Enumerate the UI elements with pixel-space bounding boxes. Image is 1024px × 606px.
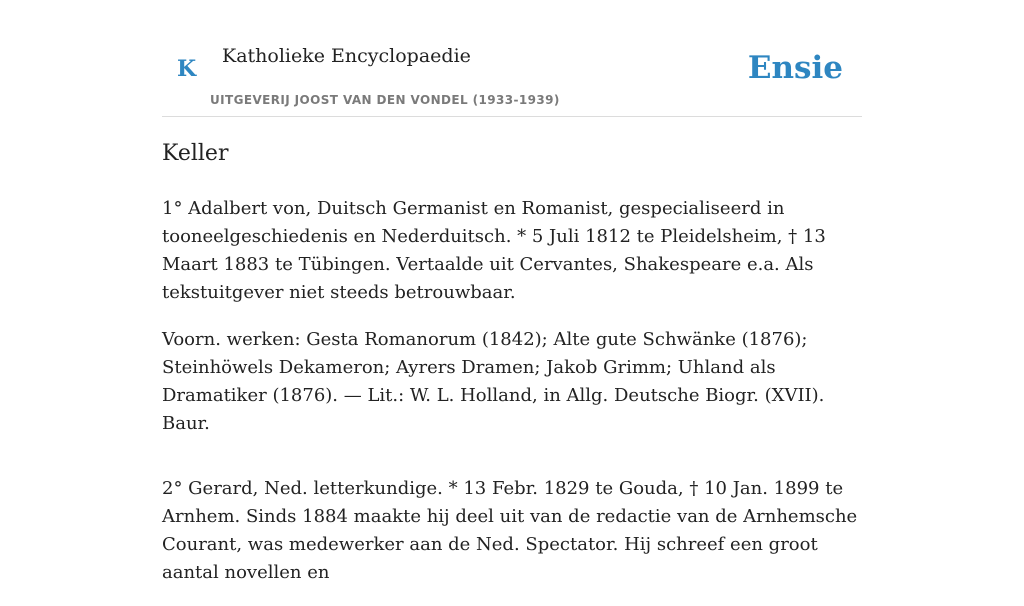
site-title[interactable]: Katholieke Encyclopaedie — [222, 45, 471, 67]
article-paragraph: Voorn. werken: Gesta Romanorum (1842); Alte gute Schwänke (1876); Steinhöwels Dekameron; Ayrers Dramen; Jakob Grimm; Uhland als Dramatiker (1876). — Lit.: W. L. Holland, in Allg. Deutsche Biogr. (XVII). Baur. — [162, 329, 825, 434]
article-paragraph: 2° Gerard, Ned. letterkundige. * 13 Febr. 1829 te Gouda, † 10 Jan. 1899 te Arnhem. Sinds 1884 maakte hij deel uit van de redactie van de Arnhemsche Courant, was medewerker aan de Ned. Spectator. Hij schreef een groot aantal novellen en — [162, 478, 858, 583]
publisher-subtitle: UITGEVERIJ JOOST VAN DEN VONDEL (1933-1939) — [210, 93, 560, 107]
encyclopedia-logo-icon[interactable]: K — [177, 56, 197, 82]
site-header — [162, 40, 862, 117]
article-title: Keller — [162, 141, 229, 166]
article-content — [162, 136, 862, 606]
ensie-brand-logo[interactable]: Ensie — [747, 50, 843, 86]
article-paragraph: 1° Adalbert von, Duitsch Germanist en Romanist, gespecialiseerd in tooneelgeschiedenis en Nederduitsch. * 5 Juli 1812 te Pleidelsheim, † 13 Maart 1883 te Tübingen. Vertaalde uit Cervantes, Shakespeare e.a. Als tekstuitgever niet steeds betrouwbaar. — [162, 198, 826, 303]
